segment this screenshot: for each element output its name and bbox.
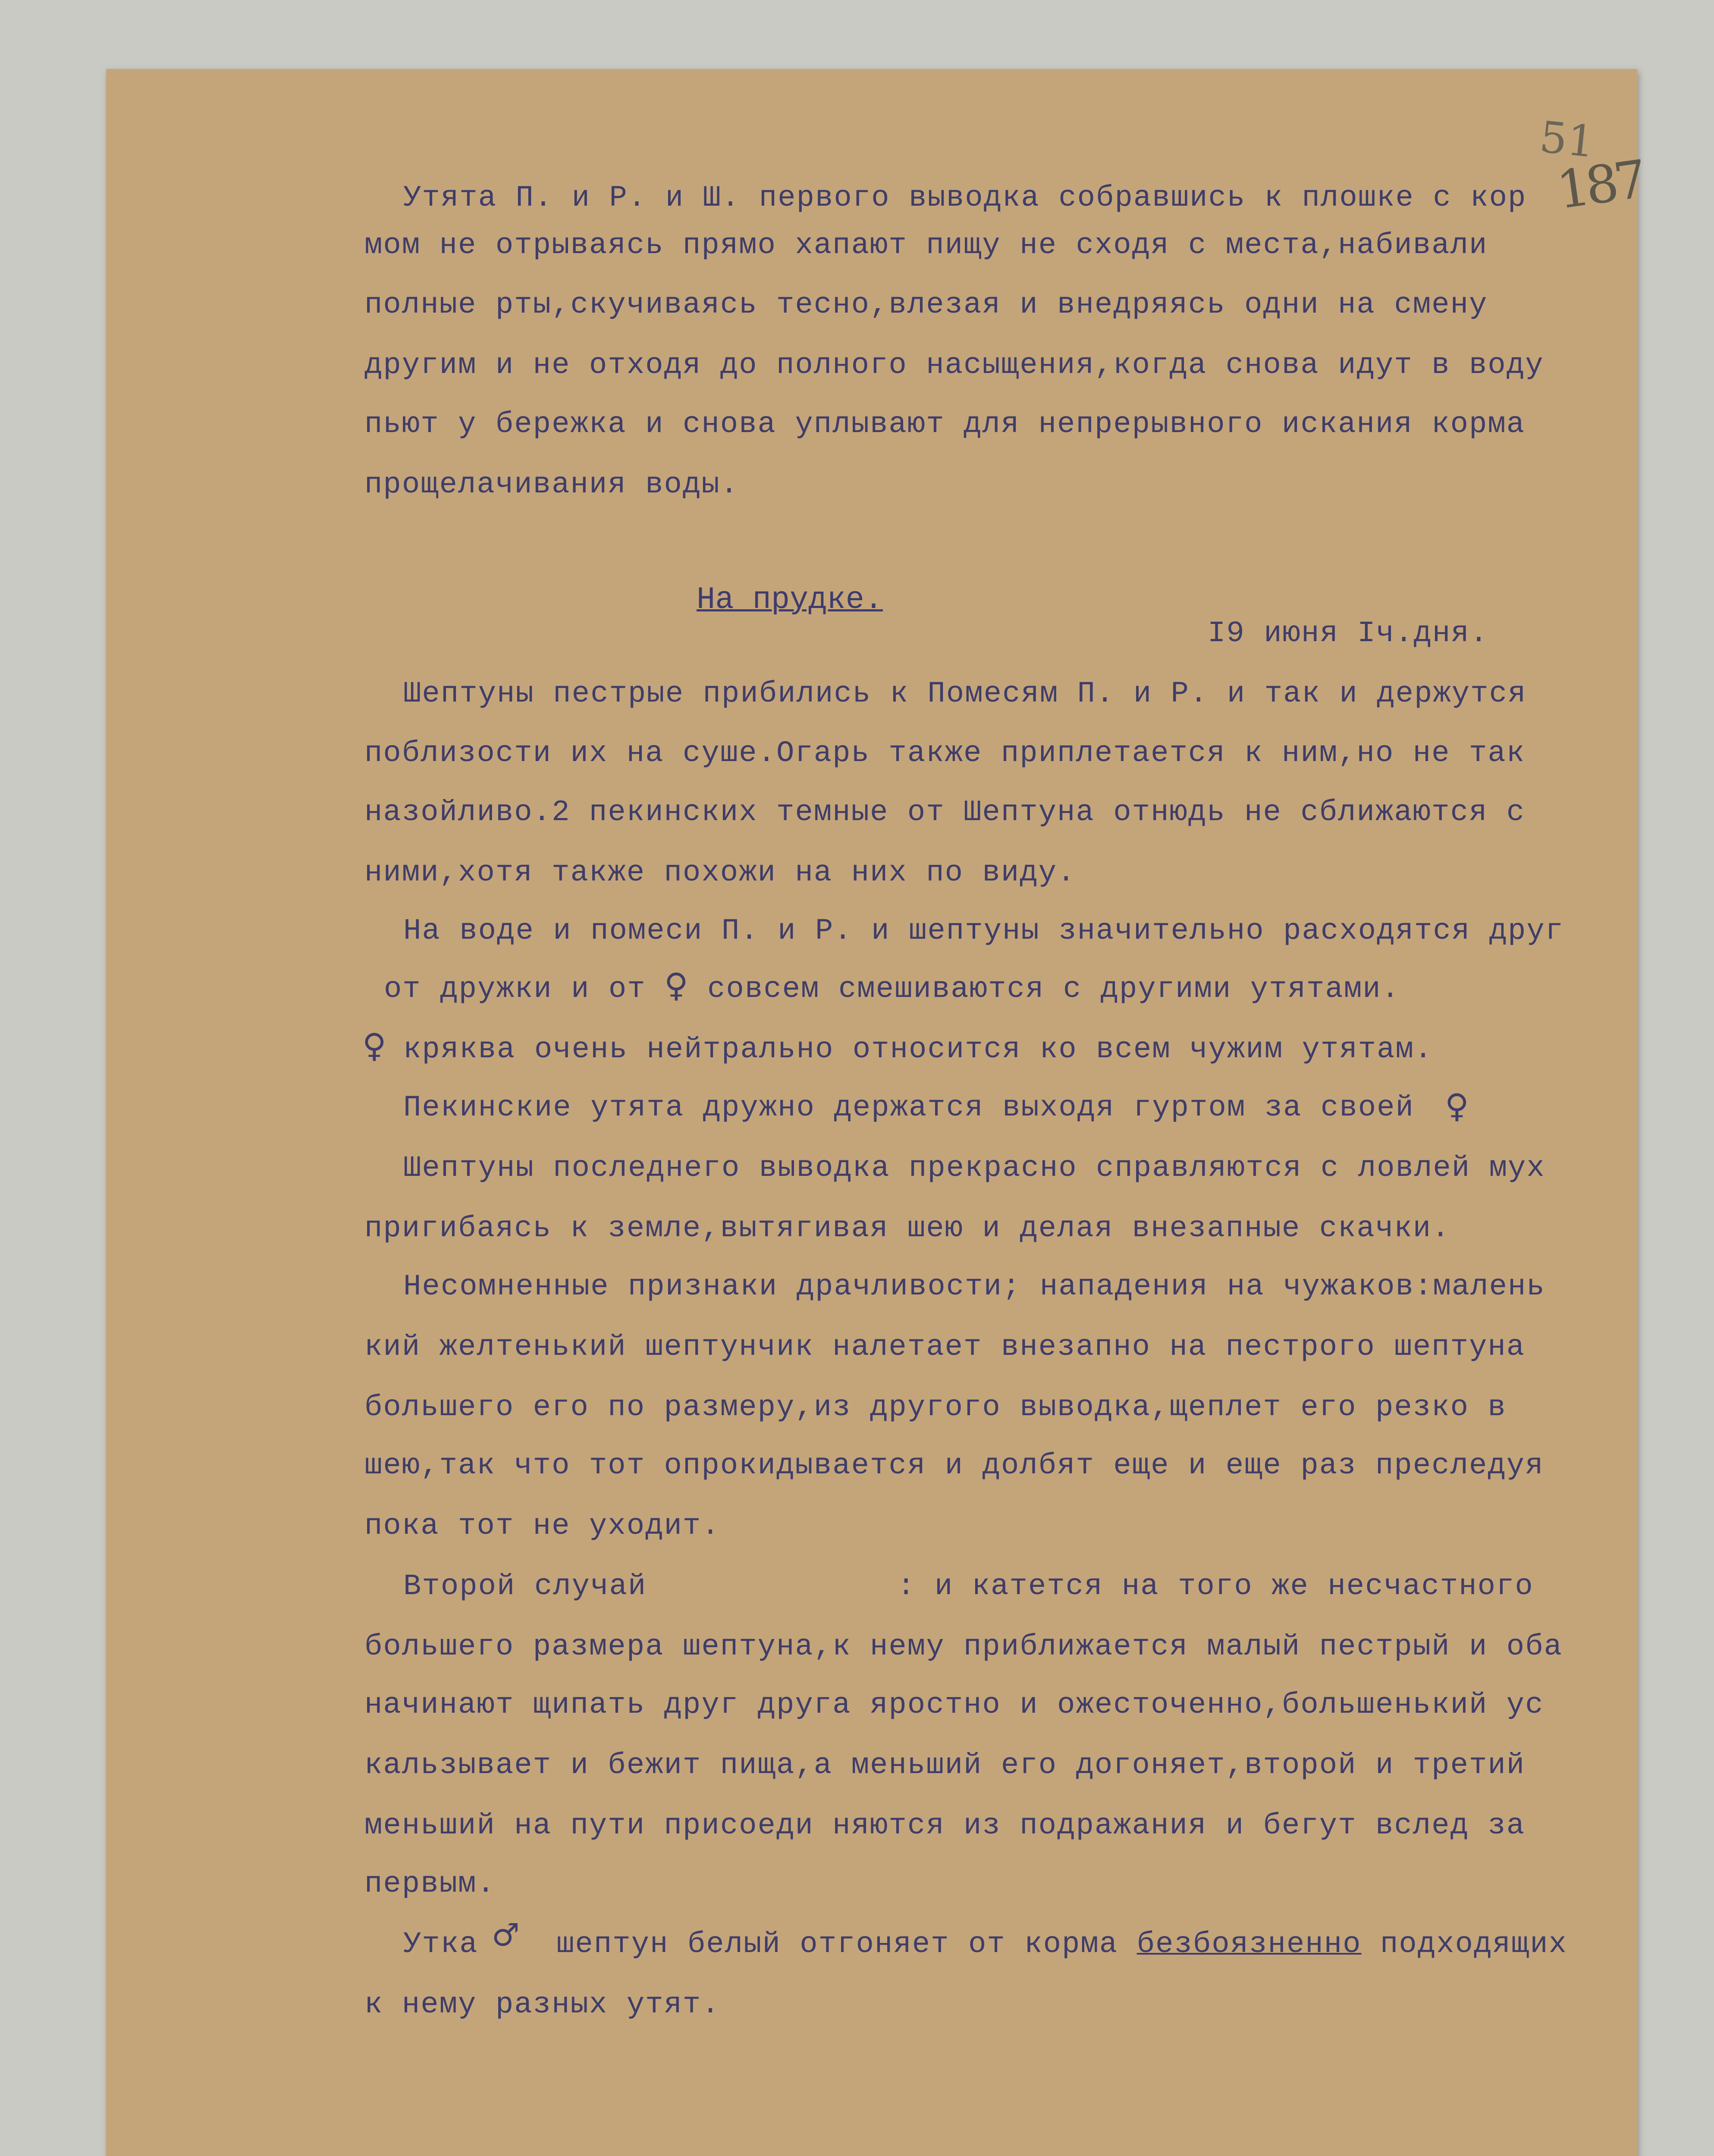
underlined-word: безбоязненно [1136, 1927, 1362, 1961]
text-line: полные рты,скучиваясь тесно,влезая и внедряясь одни на смену [364, 288, 1488, 322]
male-symbol-icon: ♂ [492, 1917, 520, 1953]
text-line: Утята П. и Р. и Ш. первого выводка собравшись к плошке с кор [403, 181, 1527, 215]
text-line: назойливо.2 пекинских темные от Шептуна отнюдь не сближаются с [364, 796, 1526, 829]
text-line: ними,хотя также похожи на них по виду. [364, 856, 1076, 890]
folio-number-stamp: 187 [1553, 149, 1647, 221]
section-heading: На прудке. [697, 582, 883, 617]
text-line: совсем смешиваются с другими утятами. [707, 972, 1400, 1006]
text-line: Шептуны пестрые прибились к Помесям П. и Р. и так и держутся [403, 677, 1527, 711]
text-line: кий желтенький шептунчик налетает внезапно на пестрого шептуна [364, 1330, 1526, 1364]
text-line: первым. [364, 1867, 496, 1901]
text-line: На воде и помеси П. и Р. и шептуны значительно расходятся друг [403, 914, 1564, 948]
date-line: I9 июня Iч.дня. [1208, 617, 1489, 650]
folio-number-pencil: 51 [1537, 111, 1598, 168]
text-line: Пекинские утята дружно держатся выходя гуртом за своей [403, 1091, 1414, 1125]
text-line: пьют у бережка и снова уплывают для непрерывного искания корма [364, 407, 1526, 441]
text-line: пока тот не уходит. [364, 1509, 720, 1543]
text-line: поблизости их на суше.Огарь также приплетается к ним,но не так [364, 736, 1526, 770]
text-line: Шептуны последнего выводка прекрасно справляются с ловлей мух [403, 1151, 1545, 1185]
text-line: большего его по размеру,из другого выводка,щеплет его резко в [364, 1391, 1507, 1424]
text-line: Второй случай [403, 1570, 647, 1603]
text-line: пригибаясь к земле,вытягивая шею и делая внезапные скачки. [364, 1212, 1450, 1245]
text-line: другим и не отходя до полного насыщения,когда снова идут в воду [364, 348, 1544, 382]
text-line: мом не отрываясь прямо хапают пищу не сходя с места,набивали [364, 229, 1488, 262]
text-line: от дружки и от [384, 972, 646, 1006]
text-line: большего размера шептуна,к нему приближается малый пестрый и оба [364, 1630, 1563, 1664]
text-line: начинают щипать друг друга яростно и ожесточенно,большенький ус [364, 1688, 1544, 1722]
text-line: меньший на пути присоеди няются из подражания и бегут вслед за [364, 1809, 1526, 1843]
female-symbol-icon: ♀ [362, 1026, 386, 1065]
text-line: Утка [403, 1927, 478, 1961]
text-line: прощелачивания воды. [364, 468, 739, 501]
text-line: к нему разных утят. [364, 1988, 720, 2021]
text-line: кряква очень нейтрально относится ко всем чужим утятам. [403, 1033, 1433, 1066]
text-line: кальзывает и бежит пища,а меньший его догоняет,второй и третий [364, 1749, 1526, 1782]
text-line: шептун белый отгоняет от корма безбоязненно подходящих [556, 1927, 1568, 1961]
text-line: : и катется на того же несчастного [897, 1570, 1534, 1603]
text-line: шею,так что тот опрокидывается и долбят еще и еще раз преследуя [364, 1449, 1544, 1482]
text-line: Несомненные признаки драчливости; нападения на чужаков:малень [403, 1270, 1545, 1304]
female-symbol-icon: ♀ [664, 966, 688, 1004]
female-symbol-icon: ♀ [1445, 1087, 1469, 1125]
